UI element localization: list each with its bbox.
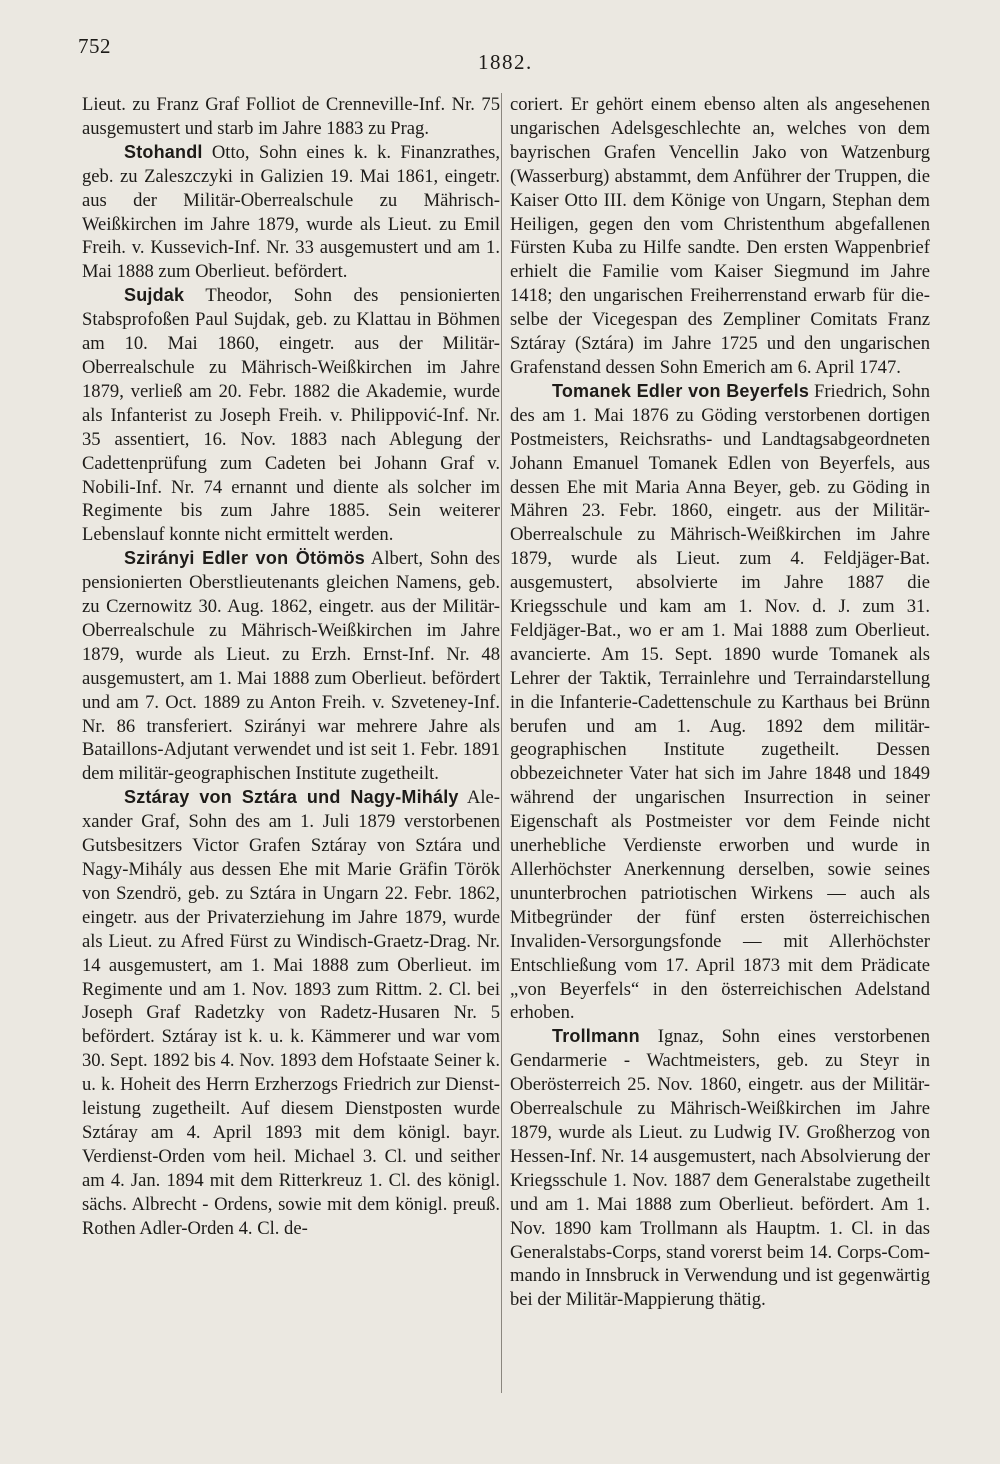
entry-stohandl [82, 141, 500, 284]
entry-name: Sujdak [124, 285, 185, 306]
entry-text: Friedrich, Sohn des am 1. Mai 1876 zu Göding verstorbenen dortigen Postmeisters, Reichsraths- und Landtagsabgeordneten Johann Emanuel Tomanek Edlen von Beyerfels, aus dessen Ehe mit Maria Anna Beyer, geb. zu Göding in Mähren 23. Febr. 1860, eingetr. aus der Militär-Oberrealschule zu Mährisch-Weißkirchen im Jahre 1879, wurde als Lieut. zum 4. Feldjäger-Bat. ausgemustert, absolvierte im Jahre 1887 die Kriegsschule und kam am 1. Nov. d. J. zum 31. Feldjäger-Bat., wo er am 1. Mai 1888 zum Oberlieut. avancierte. Am 15. Sept. 1890 wurde Tomanek als Lehrer der Taktik, Terrainlehre und Terraindarstellung in die Infanterie-Cadettenschule zu Karthaus bei Brünn berufen und am 1. Aug. 1892 dem militär-geographischen Institute zugetheilt. Dessen obbezeichneter Vater hat sich im Jahre 1848 und 1849 während der ungarischen Insurrection in seiner Eigenschaft als Postmeister vor dem Feinde nicht unerhebliche Verdienste erworben und wurde in Allerhöchster Anerkennung derselben, sowie seines ununterbrochen patriotischen Wirkens — auch als Mitbegründer der fünf ersten österreichischen Invaliden-Versorgungsfonde — mit Allerhöchster Entschließung vom 17. April 1873 mit dem Prädicate „von Beyerfels“ in den österreichischen Adelstand erhoben. [510, 380, 930, 1024]
entry-sztaray [82, 786, 500, 1240]
entry-sztaray-continuation [510, 93, 930, 380]
entry-text: Theodor, Sohn des pensionierten Stabsprofoßen Paul Sujdak, geb. zu Klattau in Böhmen am 10. Mai 1860, eingetr. aus der Militär-Oberrealschule zu Mährisch-Weißkirchen im Jahre 1879, verließ am 20. Febr. 1882 die Akademie, wurde als Infanterist zu Joseph Freih. v. Philippović-Inf. Nr. 35 assentiert, 16. Nov. 1883 nach Ablegung der Cadettenprüfung zum Cadeten bei Johann Graf v. Nobili-Inf. Nr. 74 ernannt und diente als solcher im Regimente bis zum Jahre 1885. Sein weiterer Lebenslauf konnte nicht ermittelt werden. [82, 285, 500, 546]
entry-name: Sztáray von Sztára und Nagy-Mihály [124, 787, 459, 808]
entry-text: Albert, Sohn des pensionierten Oberstlieutenants gleichen Namens, geb. zu Czernowitz 30. Aug. 1862, eingetr. aus der Militär-Oberrealschule zu Mährisch-Weißkirchen im Jahre 1879, wurde als Lieut. zu Erzh. Ernst-Inf. Nr. 48 ausgemustert, am 1. Mai 1888 zum Oberlieut. befördert und am 7. Oct. 1889 zu Anton Freih. v. Szveteney-Inf. Nr. 86 transferiert. Szirányi war mehrere Jahre als Bataillons-Adjutant verwendet und ist seit 1. Febr. 1891 dem militär-geographischen Institute zugetheilt. [82, 548, 500, 785]
page-number: 752 [78, 34, 111, 58]
entry-text: coriert. Er gehört einem ebenso alten als angesehenen ungarischen Adelsgeschlechte an, welches von dem bayrischen Grafen Vencellin Jako von Watzenburg (Wasserburg) abstammt, dem Anführer der Truppen, die Kaiser Otto III. dem Könige von Ungarn, Stephan dem Heiligen, gegen den vom Christenthum abgefallenen Fürsten Kuba zu Hilfe sandte. Den ersten Wappenbrief erhielt die Familie vom Kaiser Siegmund im Jahre 1418; den ungarischen Freiherrenstand erwarb für dieselbe der Vicegespan des Zempliner Comitats Franz Sztáray (Sztára) im Jahre 1725 und den ungarischen Grafenstand dessen Sohn Emerich am 6. April 1747. [510, 94, 930, 378]
right-column [510, 93, 930, 1312]
entry-name: Tomanek Edler von Beyerfels [552, 380, 810, 401]
left-column [82, 93, 500, 1241]
entry-sziranyi [82, 547, 500, 786]
entry-folliot-continuation [82, 93, 500, 141]
entry-tomanek [510, 380, 930, 1025]
entry-name: Stohandl [124, 141, 203, 162]
entry-text: Alexander Graf, Sohn des am 1. Juli 1879 verstorbenen Gutsbesitzers Victor Grafen Sztáray von Sztára und Nagy-Mihály aus dessen Ehe mit Marie Gräfin Török von Szendrö, geb. zu Sztára in Ungarn 22. Febr. 1862, eingetr. aus der Privaterziehung im Jahre 1879, wurde als Lieut. zu Afred Fürst zu Windisch-Graetz-Drag. Nr. 14 ausgemustert, am 1. Mai 1888 zum Oberlieut. im Regimente und am 1. Nov. 1893 zum Rittm. 2. Cl. bei Joseph Graf Radetzky von Radetz-Husaren Nr. 5 befördert. Sztáray ist k. u. k. Kämmerer und war vom 30. Sept. 1892 bis 4. Nov. 1893 dem Hofstaate Seiner k. u. k. Hoheit des Herrn Erzherzogs Friedrich zur Dienstleistung zugetheilt. Auf diesem Dienstposten wurde Sztáray am 4. April 1893 mit dem königl. bayr. Verdienst-Orden vom heil. Michael 3. Cl. und seither am 4. Jan. 1894 mit dem Ritterkreuz 1. Cl. des königl. sächs. Albrecht - Ordens, sowie mit dem königl. preuß. Rothen Adler-Orden 4. Cl. de- [82, 787, 500, 1239]
entry-name: Szirányi Edler von Ötömös [124, 548, 365, 569]
entry-text: Ignaz, Sohn eines verstorbenen Gendarmerie - Wachtmeisters, geb. zu Steyr in Oberösterreich 25. Nov. 1860, eingetr. aus der Militär-Oberrealschule zu Mährisch-Weißkirchen im Jahre 1879, wurde als Lieut. zu Ludwig IV. Großherzog von Hessen-Inf. Nr. 14 ausgemustert, nach Absolvierung der Kriegsschule 1. Nov. 1887 dem Generalstabe zugetheilt und am 1. Mai 1888 zum Oberlieut. befördert. Am 1. Nov. 1890 kam Trollmann als Hauptm. 1. Cl. in das Generalstabs-Corps, stand vorerst beim 14. Corps-Commando in Innsbruck in Verwendung und ist gegenwärtig bei der Militär-Mappierung thätig. [510, 1026, 930, 1311]
entry-text: Otto, Sohn eines k. k. Finanzrathes, geb. zu Zaleszczyki in Galizien 19. Mai 1861, eingetr. aus der Militär-Oberrealschule zu Mährisch-Weißkirchen im Jahre 1879, wurde als Lieut. zu Emil Freih. v. Kussevich-Inf. Nr. 33 ausgemustert und am 1. Mai 1888 zum Oberlieut. befördert. [82, 141, 500, 283]
entry-text: Lieut. zu Franz Graf Folliot de Crenneville-Inf. Nr. 75 ausgemustert und starb im Jahre 1883 zu Prag. [82, 94, 500, 139]
entry-trollmann [510, 1025, 930, 1312]
entry-sujdak [82, 284, 500, 547]
entry-name: Trollmann [552, 1026, 640, 1047]
running-header-year: 1882. [478, 50, 533, 74]
column-divider [501, 93, 502, 1393]
